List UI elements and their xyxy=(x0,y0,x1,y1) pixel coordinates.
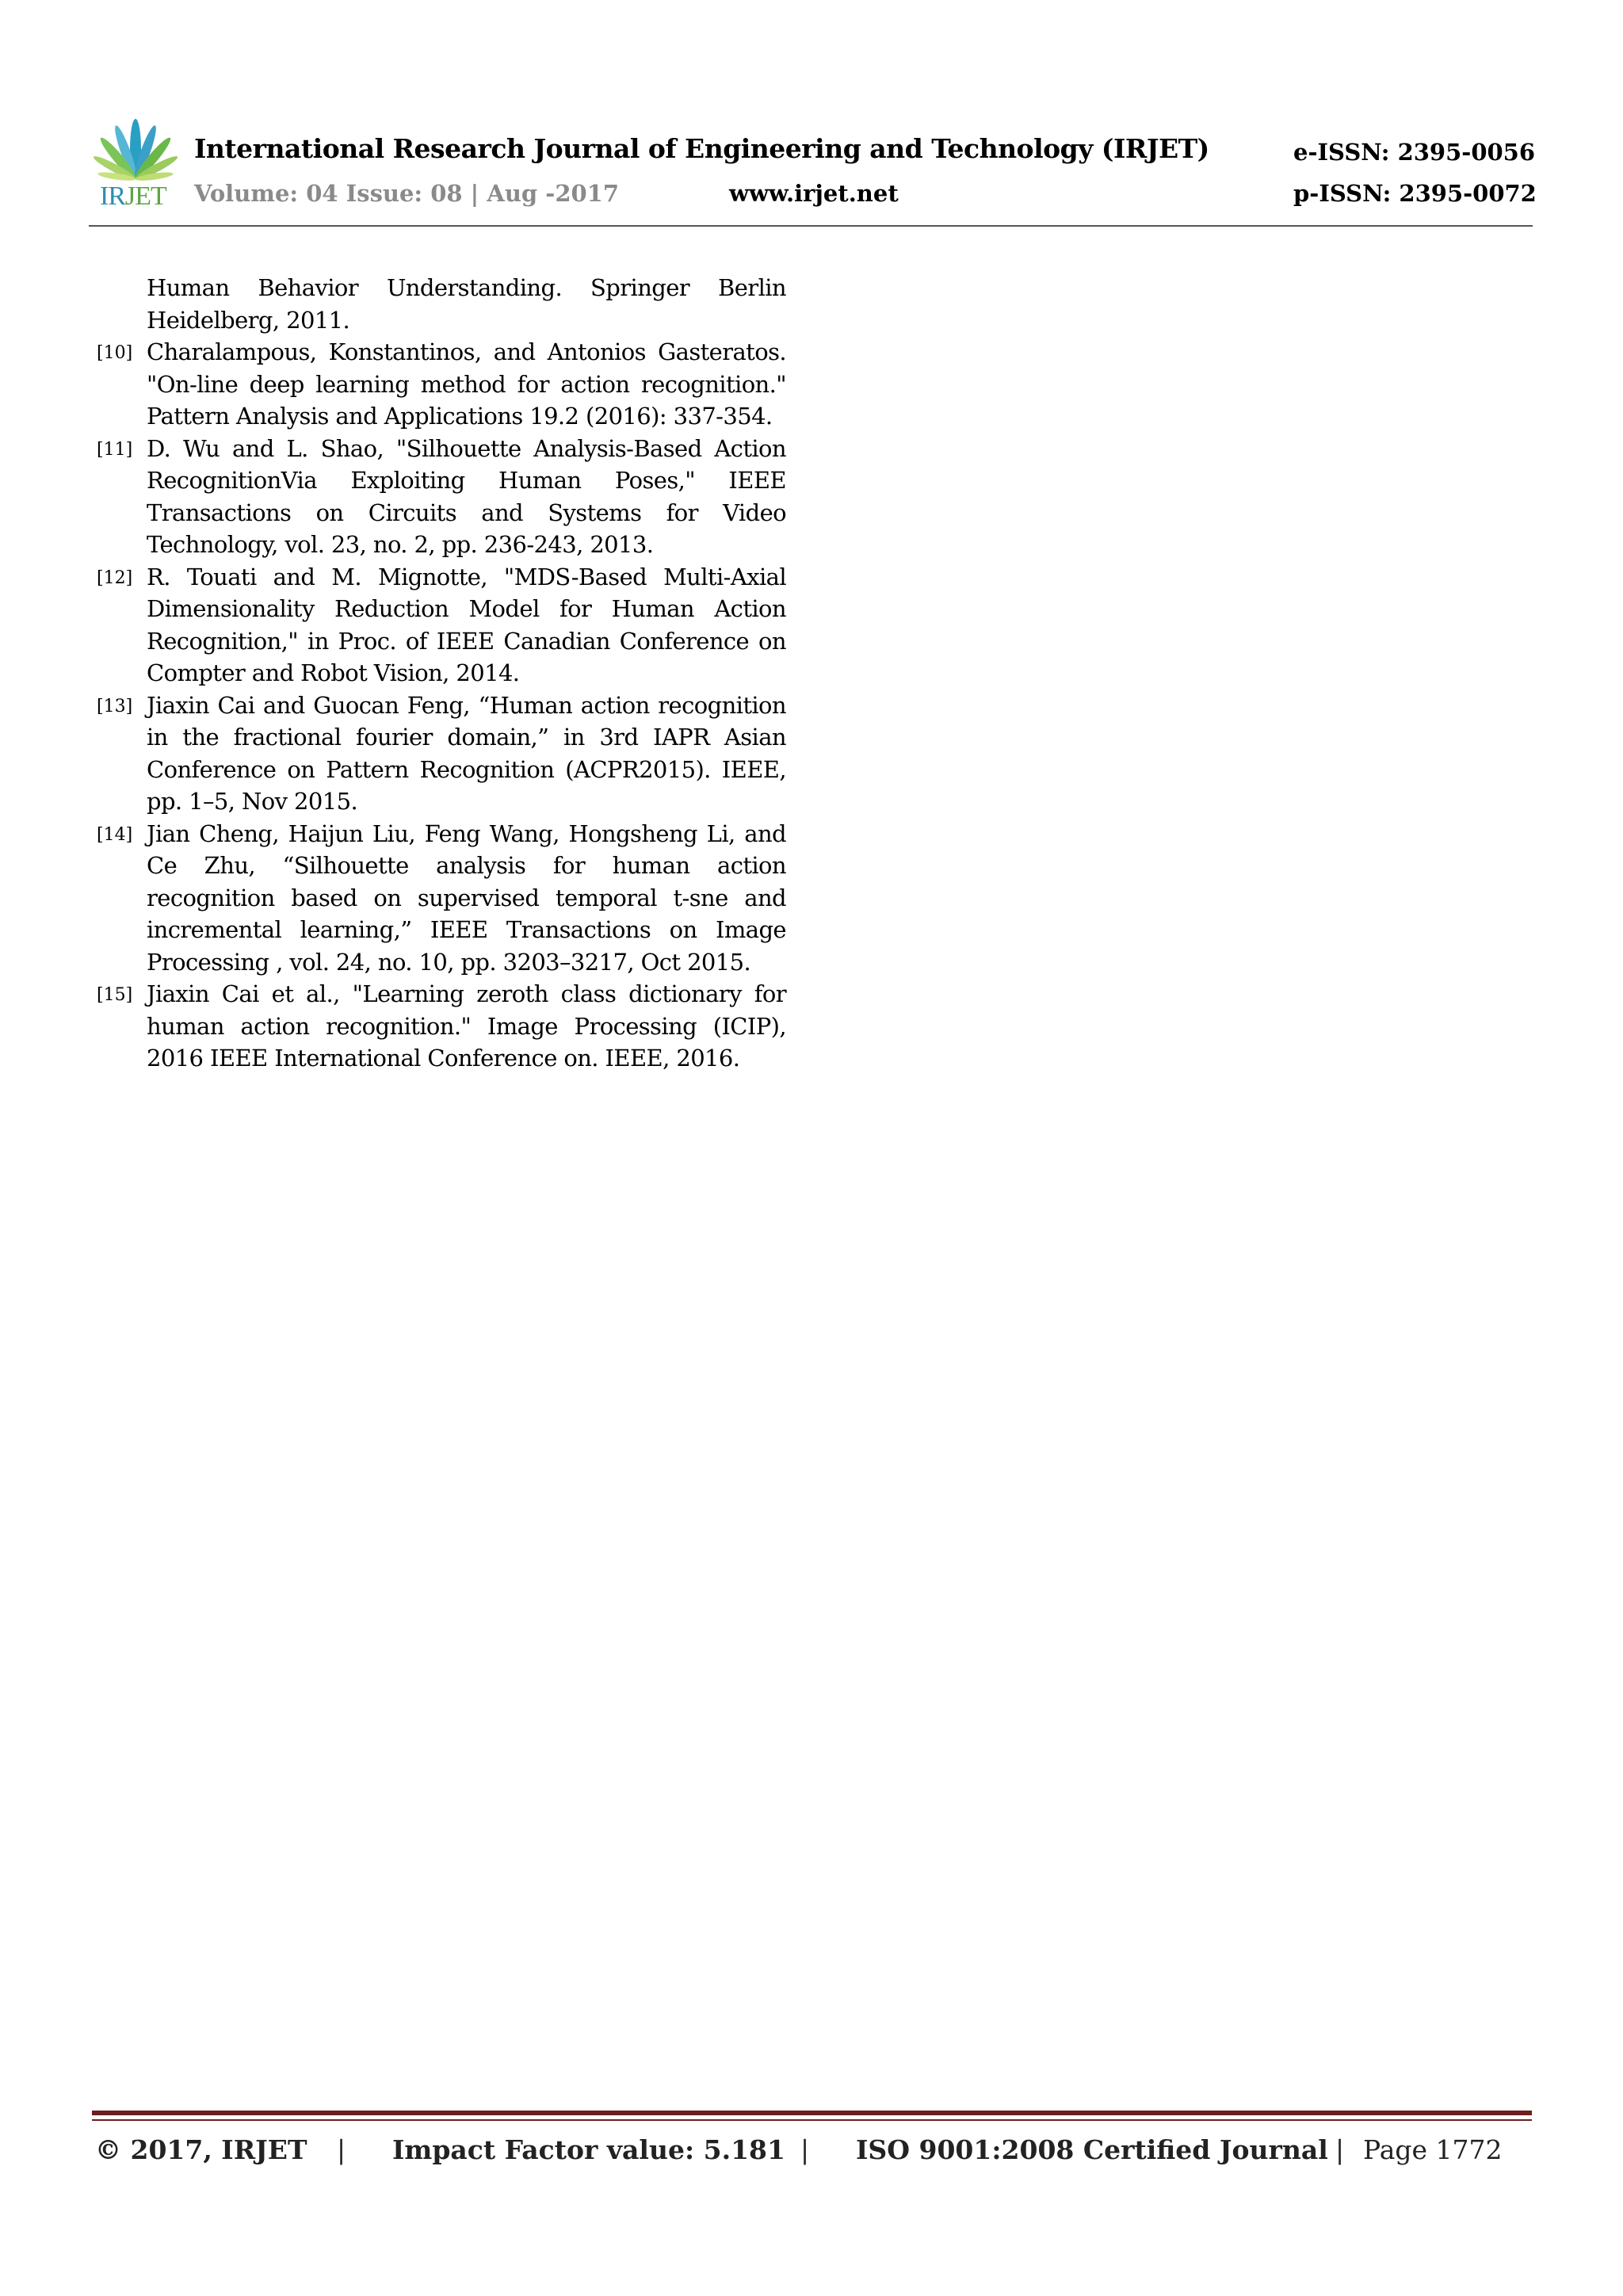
reference-item xyxy=(89,561,786,690)
reference-number: [11] xyxy=(97,439,133,460)
reference-text: R. Touati and M. Mignotte, "MDS-Based Multi-Axial Dimensionality Reduction Model for Human Action Recognition," in Proc. of IEEE Canadian Conference on Compter and Robot Vision, 2014. xyxy=(147,563,786,686)
logo-text xyxy=(100,181,166,212)
reference-text: Jian Cheng, Haijun Liu, Feng Wang, Hongsheng Li, and Ce Zhu, “Silhouette analysis for human action recognition based on supervised temporal t-sne and incremental learning,” IEEE Transactions on Image Processing , vol. 24, no. 10, pp. 3203–3217, Oct 2015. xyxy=(147,819,786,976)
footer-page-number: Page 1772 xyxy=(1363,2134,1503,2165)
reference-text: D. Wu and L. Shao, "Silhouette Analysis-Based Action RecognitionVia Exploiting Human Poses," IEEE Transactions on Circuits and Systems for Video Technology, vol. 23, no. 2, pp. 236-243, 2013. xyxy=(147,434,786,558)
reference-text: Jiaxin Cai et al., "Learning zeroth class dictionary for human action recognition." Image Processing (ICIP), 2016 IEEE International Conference on. IEEE, 2016. xyxy=(147,980,786,1072)
reference-item xyxy=(89,272,786,336)
logo-text-ir: IR xyxy=(100,181,125,211)
irjet-logo xyxy=(89,113,182,216)
footer-divider-thin xyxy=(92,2119,1532,2121)
reference-list xyxy=(89,272,786,1075)
e-issn: e-ISSN: 2395-0056 xyxy=(1293,139,1536,166)
fan-logo-icon xyxy=(89,113,182,184)
reference-item xyxy=(89,978,786,1075)
reference-text: Charalampous, Konstantinos, and Antonios Gasteratos. "On-line deep learning method for action recognition." Pattern Analysis and Applications 19.2 (2016): 337-354. xyxy=(147,338,786,430)
reference-number: [13] xyxy=(97,696,133,716)
reference-item xyxy=(89,336,786,433)
volume-issue: Volume: 04 Issue: 08 | Aug -2017 xyxy=(194,180,620,207)
reference-item xyxy=(89,433,786,561)
reference-number: [15] xyxy=(97,985,133,1005)
p-issn: p-ISSN: 2395-0072 xyxy=(1293,180,1537,207)
footer-impact-factor: Impact Factor value: 5.181 xyxy=(392,2134,785,2165)
footer-copyright: © 2017, IRJET xyxy=(95,2134,307,2165)
reference-item xyxy=(89,690,786,818)
page-footer xyxy=(95,2132,1537,2172)
reference-text: Human Behavior Understanding. Springer Berlin Heidelberg, 2011. xyxy=(147,274,786,334)
page-header xyxy=(0,0,1623,238)
reference-text: Jiaxin Cai and Guocan Feng, “Human action recognition in the fractional fourier domain,” in 3rd IAPR Asian Conference on Pattern Recognition (ACPR2015). IEEE, pp. 1–5, Nov 2015. xyxy=(147,691,786,815)
footer-separator: | xyxy=(800,2134,810,2165)
journal-website: www.irjet.net xyxy=(729,180,899,207)
reference-number: [10] xyxy=(97,343,133,363)
footer-separator: | xyxy=(337,2134,346,2165)
logo-text-jet: JET xyxy=(125,181,166,211)
reference-number: [12] xyxy=(97,567,133,588)
header-divider xyxy=(89,225,1533,227)
journal-title: International Research Journal of Engineering and Technology (IRJET) xyxy=(194,133,1209,164)
footer-separator: | xyxy=(1335,2134,1345,2165)
footer-iso-certification: ISO 9001:2008 Certified Journal xyxy=(856,2134,1328,2165)
footer-divider-thick xyxy=(92,2111,1532,2115)
reference-item xyxy=(89,818,786,979)
reference-number: [14] xyxy=(97,824,133,845)
